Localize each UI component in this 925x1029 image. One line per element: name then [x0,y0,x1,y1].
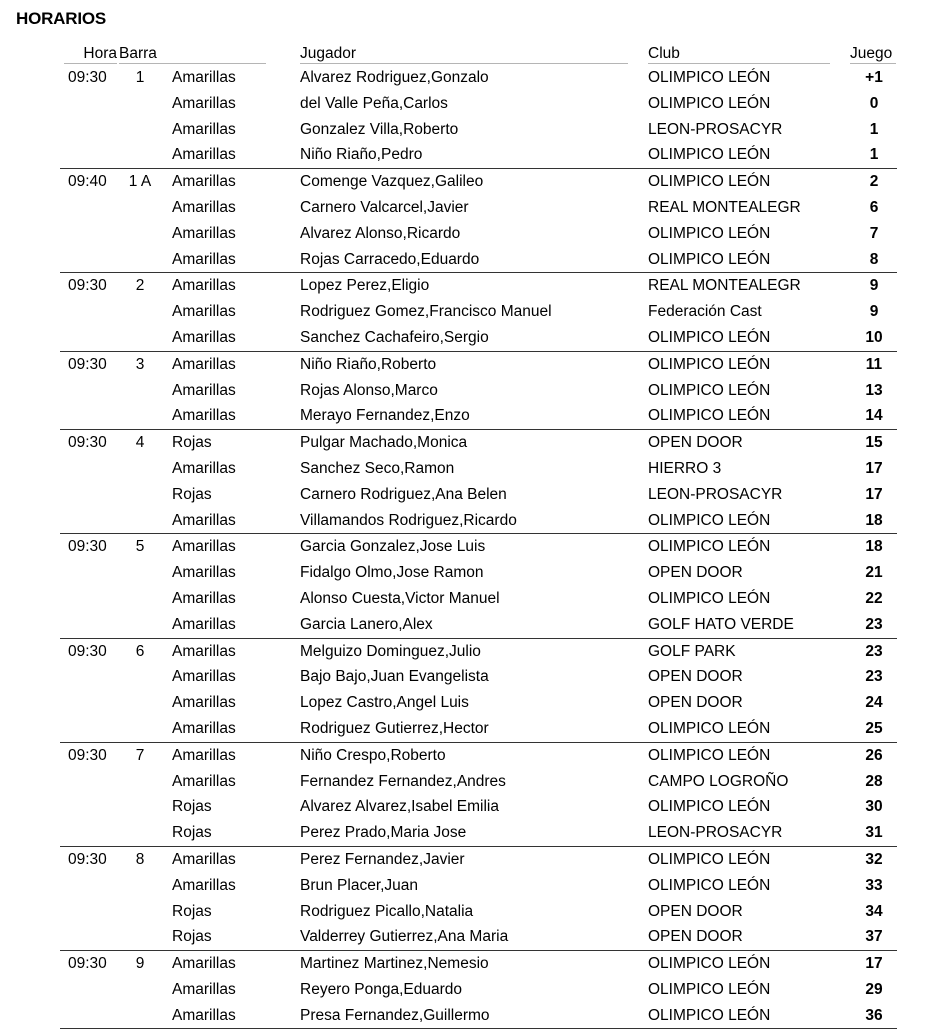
table-row [60,612,897,638]
club-cell: REAL MONTEALEGR [648,277,801,295]
tee-color-cell: Amarillas [172,589,236,607]
club-cell: OPEN DOOR [648,694,743,712]
tee-color-cell: Rojas [172,902,212,920]
handicap-cell: 6 [869,198,879,216]
handicap-cell: 14 [865,407,883,425]
handicap-cell: 21 [865,564,883,582]
table-row [60,873,897,899]
barra-cell: 6 [135,642,145,660]
club-cell: OLIMPICO LEÓN [648,355,771,373]
tee-color-cell: Amarillas [172,250,236,268]
tee-color-cell: Amarillas [172,719,236,737]
page-title: HORARIOS [16,9,107,28]
handicap-cell: 24 [865,694,883,712]
table-row [60,690,897,716]
table-row [60,195,897,221]
player-name-cell: Merayo Fernandez,Enzo [300,407,470,425]
club-cell: OLIMPICO LEÓN [648,407,771,425]
header-barra: Barra [119,44,266,64]
tee-color-cell: Amarillas [172,69,236,86]
barra-cell: 9 [135,955,145,973]
club-cell: HIERRO 3 [648,459,722,477]
hora-cell: 09:30 [68,538,107,556]
player-name-cell: Perez Fernandez,Javier [300,850,465,868]
header-juego: Juego [850,44,896,64]
player-name-cell: Comenge Vazquez,Galileo [300,173,484,191]
handicap-cell: 37 [865,928,883,946]
barra-cell: 8 [135,850,145,868]
tee-group [60,951,897,1029]
tee-color-cell: Amarillas [172,120,236,138]
tee-color-cell: Rojas [172,485,212,503]
tee-color-cell: Amarillas [172,980,236,998]
tee-color-cell: Amarillas [172,224,236,242]
player-name-cell: Valderrey Gutierrez,Ana Maria [300,928,509,946]
tee-color-cell: Amarillas [172,955,236,973]
table-row [60,325,897,351]
tee-color-cell: Rojas [172,824,212,842]
table-row [60,430,897,456]
club-cell: OLIMPICO LEÓN [648,850,771,868]
player-name-cell: Pulgar Machado,Monica [300,434,468,452]
club-cell: OLIMPICO LEÓN [648,173,771,191]
barra-cell: 1 [135,69,145,86]
table-row [60,403,897,429]
table-row [60,1003,897,1029]
tee-color-cell: Amarillas [172,303,236,321]
player-name-cell: Sanchez Cachafeiro,Sergio [300,328,489,346]
table-row [60,794,897,820]
player-name-cell: Gonzalez Villa,Roberto [300,120,459,138]
handicap-cell: 32 [865,850,883,868]
table-row [60,664,897,690]
tee-color-cell: Amarillas [172,772,236,790]
table-row [60,977,897,1003]
table-row [60,769,897,795]
club-cell: OPEN DOOR [648,902,743,920]
player-name-cell: Presa Fernandez,Guillermo [300,1006,490,1024]
club-cell: OLIMPICO LEÓN [648,876,771,894]
schedule-table [0,65,925,1029]
tee-color-cell: Amarillas [172,615,236,633]
header-hora: Hora [64,44,117,64]
barra-cell: 5 [135,538,145,556]
tee-group [60,534,897,638]
barra-cell: 1 A [128,173,152,191]
handicap-cell: 0 [869,94,879,112]
handicap-cell: 17 [865,459,883,477]
table-row [60,169,897,195]
tee-color-cell: Amarillas [172,459,236,477]
player-name-cell: Garcia Gonzalez,Jose Luis [300,538,486,556]
table-row [60,65,897,91]
player-name-cell: Fernandez Fernandez,Andres [300,772,506,790]
table-row [60,352,897,378]
club-cell: OPEN DOOR [648,434,743,452]
handicap-cell: 23 [865,668,883,686]
table-row [60,221,897,247]
club-cell: OPEN DOOR [648,564,743,582]
tee-color-cell: Rojas [172,798,212,816]
club-cell: OLIMPICO LEÓN [648,69,771,86]
handicap-cell: 17 [865,955,883,973]
table-row [60,299,897,325]
tee-color-cell: Amarillas [172,511,236,529]
barra-cell: 7 [135,746,145,764]
handicap-cell: 9 [869,303,879,321]
table-row [60,91,897,117]
tee-color-cell: Amarillas [172,668,236,686]
club-cell: LEON-PROSACYR [648,824,783,842]
table-row [60,117,897,143]
table-row [60,820,897,846]
tee-group [60,273,897,351]
tee-color-cell: Amarillas [172,277,236,295]
player-name-cell: Alonso Cuesta,Victor Manuel [300,589,500,607]
handicap-cell: 33 [865,876,883,894]
player-name-cell: Carnero Rodriguez,Ana Belen [300,485,507,503]
handicap-cell: 22 [865,589,883,607]
handicap-cell: 23 [865,615,883,633]
player-name-cell: Brun Placer,Juan [300,876,419,894]
player-name-cell: Rodriguez Picallo,Natalia [300,902,474,920]
hora-cell: 09:30 [68,434,107,452]
club-cell: OLIMPICO LEÓN [648,381,771,399]
handicap-cell: 18 [865,511,883,529]
handicap-cell: 7 [869,224,879,242]
club-cell: CAMPO LOGROÑO [648,772,789,790]
player-name-cell: Sanchez Seco,Ramon [300,459,455,477]
handicap-cell: 29 [865,980,883,998]
tee-color-cell: Amarillas [172,94,236,112]
table-row [60,743,897,769]
player-name-cell: Rodriguez Gutierrez,Hector [300,719,489,737]
header-club: Club [648,44,830,64]
table-row [60,951,897,977]
handicap-cell: 36 [865,1006,883,1024]
tee-color-cell: Amarillas [172,173,236,191]
player-name-cell: Fidalgo Olmo,Jose Ramon [300,564,484,582]
tee-color-cell: Amarillas [172,564,236,582]
tee-color-cell: Amarillas [172,538,236,556]
club-cell: OLIMPICO LEÓN [648,746,771,764]
club-cell: Federación Cast [648,303,762,321]
tee-color-cell: Amarillas [172,746,236,764]
table-row [60,273,897,299]
tee-group [60,65,897,169]
table-row [60,378,897,404]
club-cell: GOLF HATO VERDE [648,615,794,633]
table-row [60,899,897,925]
table-row [60,247,897,273]
player-name-cell: Reyero Ponga,Eduardo [300,980,463,998]
player-name-cell: Carnero Valcarcel,Javier [300,198,469,216]
tee-color-cell: Rojas [172,928,212,946]
barra-cell: 2 [135,277,145,295]
table-row [60,142,897,168]
club-cell: OLIMPICO LEÓN [648,224,771,242]
hora-cell: 09:30 [68,277,107,295]
club-cell: OLIMPICO LEÓN [648,719,771,737]
player-name-cell: Rodriguez Gomez,Francisco Manuel [300,303,552,321]
table-row [60,560,897,586]
handicap-cell: 30 [865,798,883,816]
handicap-cell: 2 [869,173,879,191]
club-cell: LEON-PROSACYR [648,120,783,138]
tee-color-cell: Amarillas [172,642,236,660]
handicap-cell: 17 [865,485,883,503]
player-name-cell: Lopez Perez,Eligio [300,277,430,295]
handicap-cell: 1 [869,146,879,164]
table-row [60,534,897,560]
club-cell: OLIMPICO LEÓN [648,955,771,973]
handicap-cell: 23 [865,642,883,660]
club-cell: OLIMPICO LEÓN [648,538,771,556]
handicap-cell: 28 [865,772,883,790]
table-row [60,639,897,665]
header-jugador: Jugador [300,44,628,64]
tee-color-cell: Amarillas [172,694,236,712]
player-name-cell: Villamandos Rodriguez,Ricardo [300,511,517,529]
tee-group [60,352,897,430]
club-cell: OPEN DOOR [648,928,743,946]
hora-cell: 09:40 [68,173,107,191]
table-row [60,586,897,612]
player-name-cell: Bajo Bajo,Juan Evangelista [300,668,489,686]
club-cell: GOLF PARK [648,642,736,660]
table-row [60,716,897,742]
player-name-cell: Niño Riaño,Pedro [300,146,423,164]
hora-cell: 09:30 [68,355,107,373]
tee-color-cell: Amarillas [172,876,236,894]
table-row [60,924,897,950]
hora-cell: 09:30 [68,955,107,973]
barra-cell: 3 [135,355,145,373]
player-name-cell: Rojas Alonso,Marco [300,381,438,399]
handicap-cell: 31 [865,824,883,842]
hora-cell: 09:30 [68,850,107,868]
hora-cell: 09:30 [68,69,107,86]
handicap-cell: 1 [869,120,879,138]
handicap-cell: 25 [865,719,883,737]
club-cell: OLIMPICO LEÓN [648,511,771,529]
club-cell: OLIMPICO LEÓN [648,1006,771,1024]
club-cell: OPEN DOOR [648,668,743,686]
player-name-cell: Alvarez Rodriguez,Gonzalo [300,69,489,86]
tee-group [60,639,897,743]
player-name-cell: Garcia Lanero,Alex [300,615,433,633]
player-name-cell: Niño Riaño,Roberto [300,355,437,373]
club-cell: OLIMPICO LEÓN [648,798,771,816]
barra-cell: 4 [135,434,145,452]
player-name-cell: Alvarez Alvarez,Isabel Emilia [300,798,499,816]
handicap-cell: 26 [865,746,883,764]
tee-color-cell: Rojas [172,434,212,452]
club-cell: OLIMPICO LEÓN [648,980,771,998]
tee-group [60,743,897,847]
club-cell: OLIMPICO LEÓN [648,589,771,607]
table-row [60,847,897,873]
tee-group [60,169,897,273]
handicap-cell: 11 [865,355,883,373]
handicap-cell: 18 [865,538,883,556]
player-name-cell: Lopez Castro,Angel Luis [300,694,469,712]
handicap-cell: 8 [869,250,879,268]
handicap-cell: 9 [869,277,879,295]
player-name-cell: Rojas Carracedo,Eduardo [300,250,480,268]
hora-cell: 09:30 [68,642,107,660]
tee-color-cell: Amarillas [172,381,236,399]
club-cell: OLIMPICO LEÓN [648,328,771,346]
club-cell: OLIMPICO LEÓN [648,94,771,112]
table-row [60,482,897,508]
table-row [60,456,897,482]
player-name-cell: Perez Prado,Maria Jose [300,824,467,842]
tee-color-cell: Amarillas [172,1006,236,1024]
tee-color-cell: Amarillas [172,328,236,346]
player-name-cell: Niño Crespo,Roberto [300,746,446,764]
player-name-cell: Alvarez Alonso,Ricardo [300,224,461,242]
club-cell: REAL MONTEALEGR [648,198,801,216]
handicap-cell: +1 [865,69,883,86]
tee-color-cell: Amarillas [172,407,236,425]
tee-color-cell: Amarillas [172,850,236,868]
handicap-cell: 13 [865,381,883,399]
tee-color-cell: Amarillas [172,355,236,373]
tee-color-cell: Amarillas [172,198,236,216]
handicap-cell: 34 [865,902,883,920]
player-name-cell: Martinez Martinez,Nemesio [300,955,489,973]
player-name-cell: del Valle Peña,Carlos [300,94,448,112]
tee-group [60,847,897,951]
handicap-cell: 10 [865,328,883,346]
player-name-cell: Melguizo Dominguez,Julio [300,642,481,660]
handicap-cell: 15 [865,434,883,452]
table-row [60,508,897,534]
tee-group [60,430,897,534]
hora-cell: 09:30 [68,746,107,764]
club-cell: OLIMPICO LEÓN [648,250,771,268]
club-cell: LEON-PROSACYR [648,485,783,503]
club-cell: OLIMPICO LEÓN [648,146,771,164]
tee-color-cell: Amarillas [172,146,236,164]
